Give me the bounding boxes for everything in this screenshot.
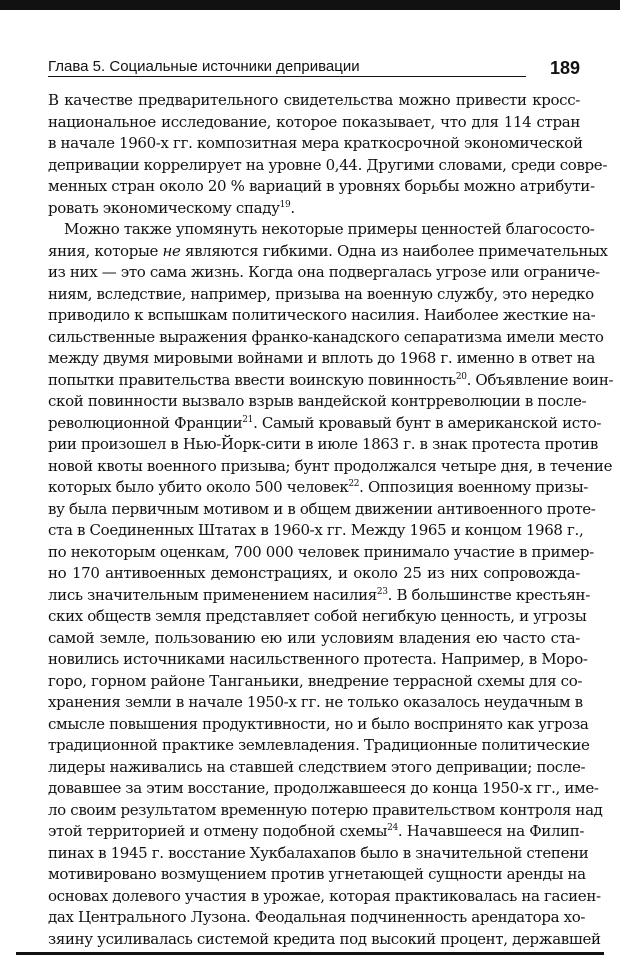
text-line	[48, 649, 588, 671]
text-line	[48, 520, 584, 542]
text-line	[48, 305, 596, 327]
text-line	[48, 477, 589, 499]
text-line	[48, 585, 590, 607]
text-run: . Объявление воин-	[466, 370, 614, 389]
text-run: зяину усиливалась системой кредита под высокий процент, державшей	[48, 929, 601, 948]
text-line	[48, 434, 598, 456]
text-run: ву была первичным мотивом и в общем движении антивоенного проте-	[48, 499, 596, 518]
text-run: менных стран около 20 % вариаций в уровнях борьбы можно атрибути-	[48, 177, 595, 195]
footnote-ref: 20	[455, 371, 467, 382]
text-line	[48, 929, 601, 951]
text-line	[48, 800, 603, 822]
text-run: сильственные выражения франко-канадского сепаратизма имели место	[48, 327, 604, 346]
text-run: . В большинстве крестьян-	[387, 585, 590, 604]
emphasis: не	[162, 241, 181, 260]
text-run: в начале 1960-х гг. композитная мера краткосрочной экономической	[48, 134, 583, 152]
text-run: попытки правительства ввести воинскую повинность	[48, 370, 456, 389]
text-run: этой территорией и отмену подобной схемы	[48, 822, 388, 840]
text-run: по некоторым оценкам, 700 000 человек принимало участие в пример-	[48, 542, 594, 561]
text-run: довавшее за этим восстание, продолжавшееся до конца 1950-х гг., име-	[48, 779, 599, 797]
text-run: В качестве предварительного свидетельства можно привести кросс-	[48, 91, 580, 109]
text-line	[48, 262, 600, 284]
text-run: ской повинности вызвало взрыв вандейской контрреволюции в после-	[48, 392, 587, 410]
text-line	[48, 886, 601, 908]
text-line	[48, 606, 587, 628]
text-run: мотивировано возмущением против угнетающей сущности аренды на	[48, 865, 586, 883]
text-line	[48, 284, 594, 306]
text-run: ровать экономическому спаду	[48, 198, 280, 217]
text-line	[48, 198, 580, 220]
text-run: лись значительным применением насилия	[48, 585, 377, 604]
bottom-edge-rule	[16, 952, 604, 955]
text-line	[48, 112, 580, 134]
text-run: из них — это сама жизнь. Когда она подвергалась угрозе или ограниче-	[48, 263, 600, 281]
text-run: ских обществ земля представляет собой негибкую ценность, и угрозы	[48, 607, 587, 625]
text-line	[48, 778, 599, 800]
text-run: Можно также упомянуть некоторые примеры ценностей благососто-	[64, 220, 595, 238]
text-run: депривации коррелирует на уровне 0,44. Другими словами, среди совре-	[48, 155, 608, 174]
text-run: между двумя мировыми войнами и вплоть до 1968 г. именно в ответ на	[48, 349, 596, 367]
text-line	[48, 843, 589, 865]
page-header	[48, 58, 580, 82]
text-run: которых было убито около 500 человек	[48, 478, 349, 496]
text-run: . Начавшееся на Филип-	[397, 822, 585, 840]
footnote-ref: 22	[348, 479, 360, 489]
text-run: являются гибкими. Одна из наиболее примечательных	[180, 241, 608, 260]
text-line	[48, 133, 583, 155]
text-run: ло своим результатом временную потерю правительством контроля над	[48, 800, 603, 819]
footnote-ref: 21	[242, 414, 254, 425]
footnote-ref: 24	[387, 823, 398, 833]
text-line	[48, 456, 613, 478]
text-line	[48, 628, 580, 650]
text-line	[48, 907, 586, 929]
text-line	[48, 671, 583, 693]
text-line	[48, 348, 596, 370]
text-run: национальное исследование, которое показывает, что для 114 стран	[48, 112, 580, 131]
text-run: яния, которые	[48, 241, 163, 260]
text-run: . Самый кровавый бунт в американской исто-	[253, 413, 602, 432]
text-run: дах Центрального Лузона. Феодальная подчиненность арендатора хо-	[48, 908, 586, 926]
text-run: традиционной практике землевладения. Традиционные политические	[48, 736, 590, 754]
text-line	[48, 757, 586, 779]
text-run: пинах в 1945 г. восстание Хукбалахапов было в значительной степени	[48, 843, 589, 862]
paragraph	[48, 219, 614, 950]
text-run: горо, горном районе Танганьики, внедрение террасной схемы для со-	[48, 671, 583, 690]
text-line	[48, 563, 580, 585]
text-line	[48, 90, 580, 112]
text-line	[48, 864, 586, 886]
text-run: рии произошел в Нью-Йорк-сити в июле 1863 г. в знак протеста против	[48, 435, 598, 453]
text-run: лидеры наживались на ставшей следствием этого депривации; после-	[48, 757, 586, 776]
text-run: самой земле, пользованию ею или условиям владения ею часто ста-	[48, 628, 580, 647]
text-run: революционной Франции	[48, 413, 243, 432]
text-line	[48, 391, 587, 413]
text-line	[48, 499, 596, 521]
text-line	[48, 219, 595, 241]
text-line	[48, 155, 608, 177]
text-run: ста в Соединенных Штатах в 1960-х гг. Между 1965 и концом 1968 г.,	[48, 521, 584, 539]
paragraph	[48, 90, 608, 219]
header-rule	[48, 76, 526, 77]
text-line	[48, 542, 594, 564]
text-run: .	[290, 198, 295, 217]
top-edge-rule	[0, 0, 620, 10]
body-text	[48, 90, 614, 950]
footnote-ref: 23	[376, 586, 388, 597]
text-line	[48, 692, 583, 714]
text-run: . Оппозиция военному призы-	[359, 478, 589, 496]
page-number: 189	[549, 58, 580, 78]
text-run: смысле повышения продуктивности, но и было воспринято как угроза	[48, 714, 589, 733]
text-line	[48, 241, 608, 263]
text-line	[48, 821, 585, 843]
text-run: хранения земли в начале 1950-х гг. не только оказалось неудачным в	[48, 693, 583, 711]
text-line	[48, 327, 604, 349]
text-run: новой квоты военного призыва; бунт продолжался четыре дня, в течение	[48, 456, 613, 475]
text-run: но 170 антивоенных демонстрациях, и около 25 из них сопровожда-	[48, 564, 580, 582]
text-run: приводило к вспышкам политического насилия. Наиболее жесткие на-	[48, 306, 596, 324]
text-run: основах долевого участия в урожае, которая практиковалась на гасиен-	[48, 886, 601, 905]
text-line	[48, 370, 614, 392]
text-line	[48, 413, 602, 435]
text-line	[48, 735, 590, 757]
footnote-ref: 19	[279, 199, 291, 210]
text-line	[48, 176, 595, 198]
text-run: новились источниками насильственного протеста. Например, в Моро-	[48, 650, 588, 668]
text-line	[48, 714, 589, 736]
running-head: Глава 5. Социальные источники депривации	[48, 58, 360, 75]
text-run: ниям, вследствие, например, призыва на военную службу, это нередко	[48, 284, 594, 303]
